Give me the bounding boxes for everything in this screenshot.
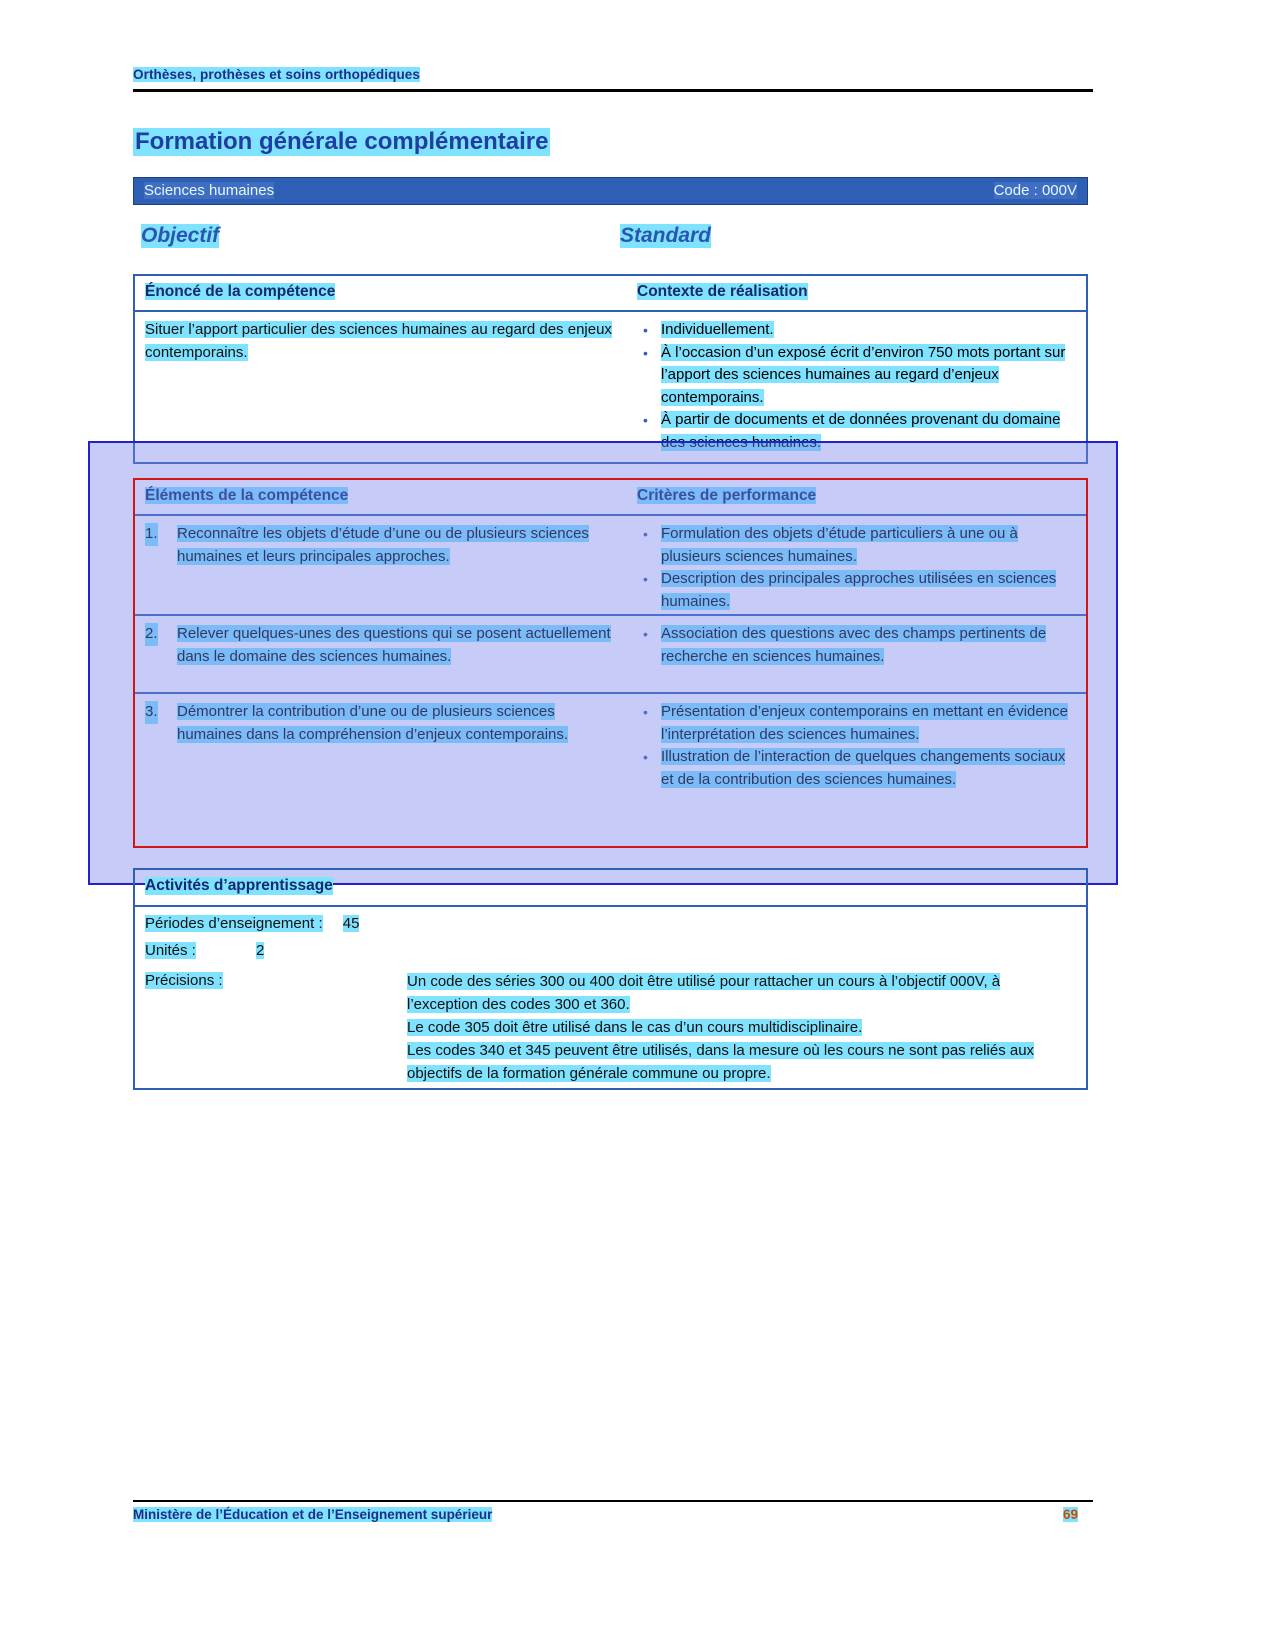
criteria-list: [637, 701, 1078, 791]
page-number: 69: [1063, 1507, 1079, 1522]
context-cell: [627, 312, 1086, 462]
periods-value: 45: [342, 915, 360, 932]
column-headings: [133, 224, 1088, 252]
precisions-label: Précisions :: [145, 972, 223, 989]
contexte-header-label: Contexte de réalisation: [637, 283, 808, 300]
table-row: [135, 694, 1086, 846]
table-row: [135, 516, 1086, 616]
list-item: 2. Relever quelques-unes des questions qui se posent actuellement dans le domaine des sciences humaines.: [145, 625, 611, 665]
header-cell-criteres: [627, 480, 1086, 514]
footer-ministry: Ministère de l’Éducation et de l’Enseignement supérieur: [133, 1507, 493, 1522]
element-list: [145, 523, 619, 568]
header-cell-elements: [135, 480, 627, 514]
list-item: • À partir de documents et de données provenant du domaine des sciences humaines.: [637, 409, 1078, 454]
list-item: • Association des questions avec des champs pertinents de recherche en sciences humaines.: [637, 623, 1078, 668]
units-label: Unités :: [145, 942, 196, 959]
objective-code: Code : 000V: [993, 182, 1077, 199]
list-item: 3. Démontrer la contribution d’une ou de plusieurs sciences humaines dans la compréhension d’enjeux contemporains.: [145, 703, 569, 743]
header-cell-enonce: [135, 276, 627, 310]
list-item: 1. Reconnaître les objets d’étude d’une ou de plusieurs sciences humaines et leurs principales approches.: [145, 525, 589, 565]
list-item: Les codes 340 et 345 peuvent être utilisés, dans la mesure où les cours ne sont pas reliés aux objectifs de la formation générale commune ou propre.: [407, 1042, 1035, 1082]
criteria-cell: [627, 516, 1086, 614]
running-head-text: Orthèses, prothèses et soins orthopédiques: [133, 67, 421, 82]
criteria-list: [637, 523, 1078, 613]
criteria-cell: [627, 694, 1086, 846]
competence-statement-text: Situer l’apport particulier des sciences humaines au regard des enjeux contemporains.: [145, 321, 612, 361]
competence-statement-cell: [135, 312, 627, 462]
list-item: Un code des séries 300 ou 400 doit être utilisé pour rattacher un cours à l’objectif 000V, à l’exception des codes 300 et 360.: [407, 973, 1001, 1013]
periods-label: Périodes d’enseignement :: [145, 915, 323, 932]
context-list: [637, 319, 1078, 454]
footer-rule: [133, 1500, 1093, 1502]
competence-elements-table: [133, 478, 1088, 848]
elements-header-label: Éléments de la compétence: [145, 487, 349, 504]
page-title: Formation générale complémentaire: [135, 128, 549, 155]
element-cell: [135, 616, 627, 692]
header-cell-contexte: [627, 276, 1086, 310]
discipline-code-bar: [133, 177, 1088, 205]
units-value: 2: [256, 942, 265, 959]
competence-statement-table: [133, 274, 1088, 464]
table-header-row: [135, 480, 1086, 516]
header-rule: [133, 89, 1093, 92]
divider: [135, 905, 1086, 907]
list-item: • À l’occasion d’un exposé écrit d’environ 750 mots portant sur l’apport des sciences humaines au regard d’enjeux contemporains.: [637, 342, 1078, 410]
list-item: • Présentation d’enjeux contemporains en mettant en évidence l’interprétation des sciences humaines.: [637, 701, 1078, 746]
periods-row: [145, 913, 359, 936]
table-body-row: [135, 312, 1086, 462]
list-item: • Illustration de l’interaction de quelques changements sociaux et de la contribution des sciences humaines.: [637, 746, 1078, 791]
list-item: • Formulation des objets d’étude particuliers à une ou à plusieurs sciences humaines.: [637, 523, 1078, 568]
table-row: [135, 616, 1086, 694]
objectif-heading: Objectif: [141, 224, 220, 247]
element-list: [145, 623, 619, 668]
precisions-list: [407, 970, 1067, 1085]
table-header-row: [135, 276, 1086, 312]
criteria-list: [637, 623, 1078, 668]
criteres-header-label: Critères de performance: [637, 487, 817, 504]
learning-activities-box: [133, 868, 1088, 1090]
discipline-name: Sciences humaines: [144, 182, 275, 199]
units-row: [145, 940, 264, 963]
enonce-header-label: Énoncé de la compétence: [145, 283, 336, 300]
list-item: • Description des principales approches utilisées en sciences humaines.: [637, 568, 1078, 613]
element-list: [145, 701, 619, 746]
standard-heading: Standard: [620, 224, 712, 247]
running-head: [133, 66, 1093, 84]
element-cell: [135, 516, 627, 614]
criteria-cell: [627, 616, 1086, 692]
list-item: Le code 305 doit être utilisé dans le cas d’un cours multidisciplinaire.: [407, 1019, 863, 1036]
list-item: • Individuellement.: [637, 319, 1078, 342]
learning-activities-title: Activités d’apprentissage: [145, 877, 333, 894]
element-cell: [135, 694, 627, 846]
